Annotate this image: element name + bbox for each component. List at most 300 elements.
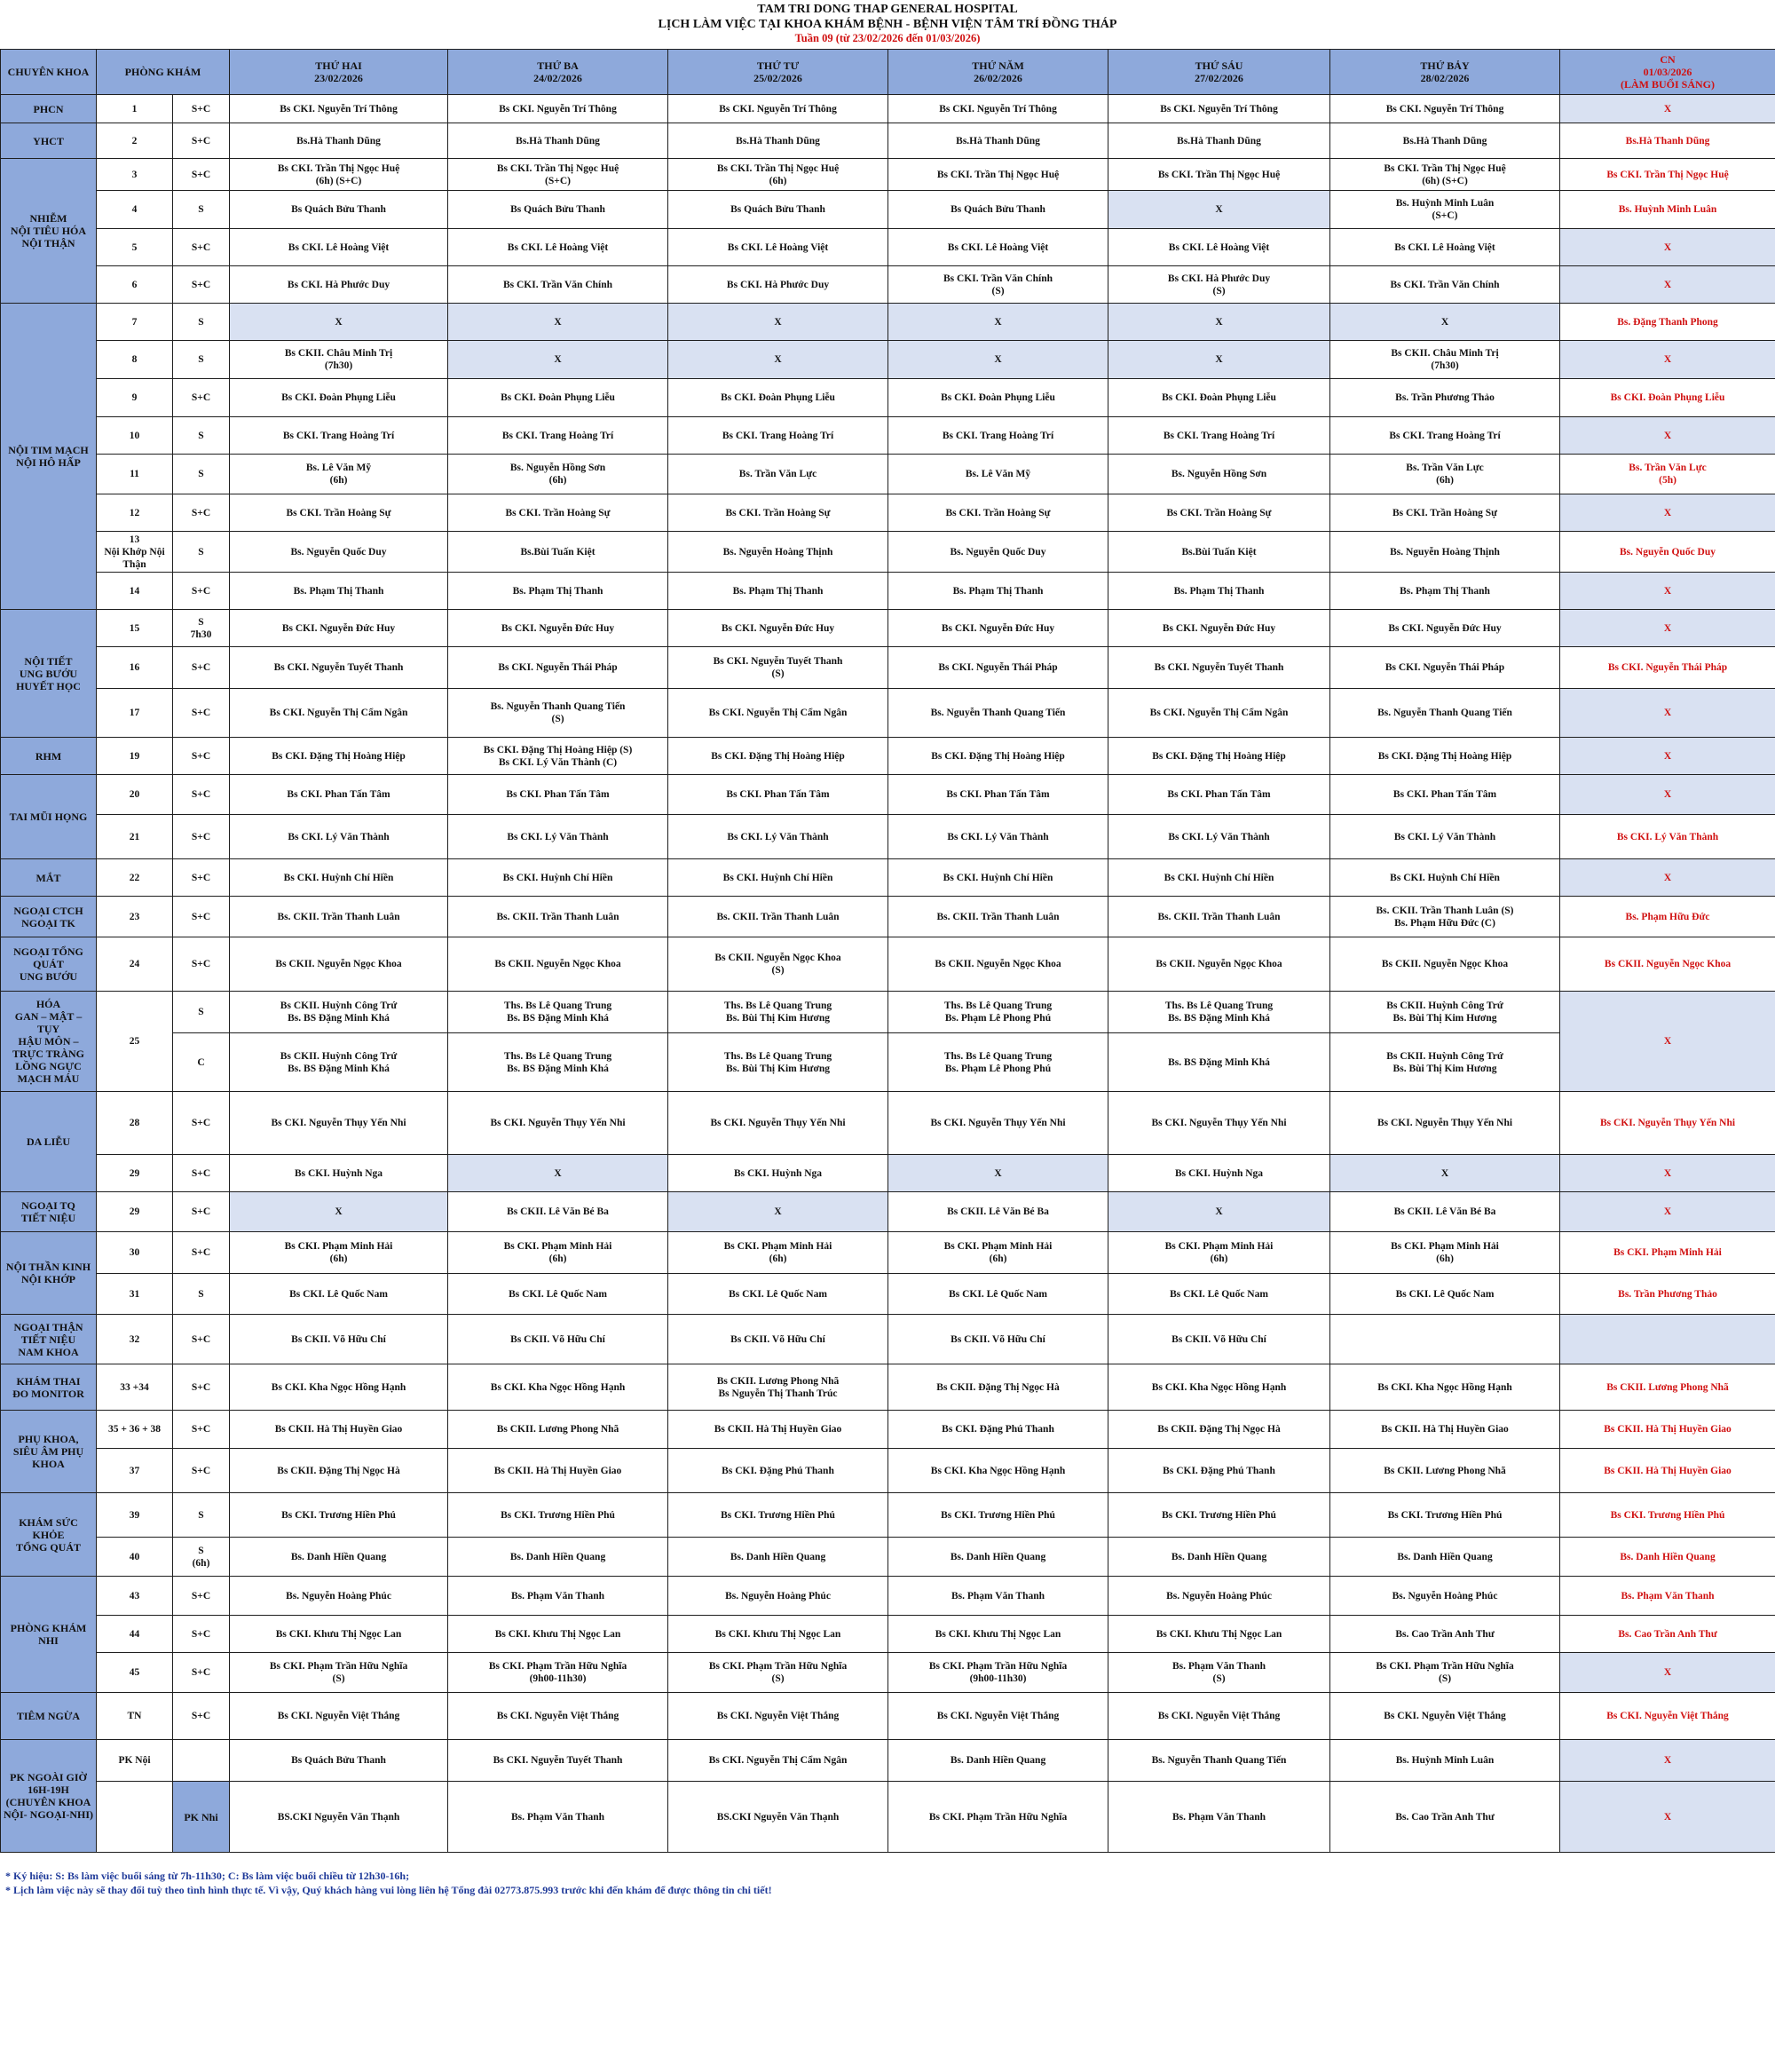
room-cell: 22 bbox=[97, 859, 173, 897]
doctor-cell: Bs CKI. Phan Tấn Tâm bbox=[230, 775, 448, 815]
doctor-cell: Bs CKII. Hà Thị Huyền Giao bbox=[448, 1449, 668, 1493]
session-cell: S bbox=[173, 992, 230, 1033]
schedule-row bbox=[1, 815, 1775, 859]
doctor-cell: Bs CKI. Nguyễn Thái Pháp bbox=[1330, 647, 1560, 689]
doctor-cell: Bs CKII. Châu Minh Trị (7h30) bbox=[1330, 341, 1560, 379]
room-cell: 2 bbox=[97, 123, 173, 159]
room-cell: 44 bbox=[97, 1616, 173, 1653]
doctor-cell: Bs. BS Đặng Minh Khá bbox=[1108, 1033, 1330, 1092]
doctor-cell: Bs CKI. Trần Văn Chính (S) bbox=[888, 266, 1108, 304]
session-cell: S+C bbox=[173, 1092, 230, 1155]
doctor-cell: Bs CKI. Hà Phước Duy bbox=[668, 266, 888, 304]
doctor-cell: Bs CKII. Nguyễn Ngọc Khoa bbox=[1108, 937, 1330, 992]
doctor-cell: Bs CKI. Trương Hiền Phú bbox=[668, 1493, 888, 1538]
doctor-cell: Bs Quách Bửu Thanh bbox=[230, 1740, 448, 1782]
doctor-cell: Bs CKI. Nguyễn Thị Cẩm Ngân bbox=[668, 1740, 888, 1782]
schedule-row bbox=[1, 573, 1775, 610]
doctor-cell: Bs. Trần Văn Lực (6h) bbox=[1330, 455, 1560, 494]
room-cell: 28 bbox=[97, 1092, 173, 1155]
doctor-cell: Bs. Nguyễn Quốc Duy bbox=[888, 532, 1108, 573]
specialty-cell: DA LIỄU bbox=[1, 1092, 97, 1192]
session-cell: S bbox=[173, 1493, 230, 1538]
room-cell: 35 + 36 + 38 bbox=[97, 1411, 173, 1449]
doctor-cell: Bs CKI. Hà Phước Duy (S) bbox=[1108, 266, 1330, 304]
schedule-row bbox=[1, 1782, 1775, 1853]
doctor-cell: Bs. Danh Hiền Quang bbox=[1330, 1538, 1560, 1577]
doctor-cell: Bs CKI. Huỳnh Chí Hiền bbox=[888, 859, 1108, 897]
doctor-cell: Bs CKI. Nguyễn Tuyết Thanh bbox=[448, 1740, 668, 1782]
doctor-cell: Bs.Hà Thanh Dũng bbox=[668, 123, 888, 159]
specialty-cell: PHÒNG KHÁM NHI bbox=[1, 1577, 97, 1693]
doctor-cell: Bs CKI. Phạm Trần Hữu Nghĩa (9h00-11h30) bbox=[448, 1653, 668, 1693]
doctor-cell: Bs CKI. Trang Hoàng Trí bbox=[448, 417, 668, 455]
doctor-cell: Ths. Bs Lê Quang Trung Bs. BS Đặng Minh Khá bbox=[448, 992, 668, 1033]
doctor-cell: BS.CKI Nguyễn Văn Thạnh bbox=[230, 1782, 448, 1853]
room-cell: 15 bbox=[97, 610, 173, 647]
doctor-cell: Bs. Nguyễn Hoàng Phúc bbox=[668, 1577, 888, 1616]
sunday-cell: X bbox=[1560, 1653, 1775, 1693]
doctor-cell: Bs Quách Bửu Thanh bbox=[888, 191, 1108, 229]
room-cell: 39 bbox=[97, 1493, 173, 1538]
doctor-cell: Bs CKI. Nguyễn Đức Huy bbox=[448, 610, 668, 647]
session-cell: S+C bbox=[173, 897, 230, 937]
room-cell: 10 bbox=[97, 417, 173, 455]
doctor-cell: Bs. Huỳnh Minh Luân (S+C) bbox=[1330, 191, 1560, 229]
doctor-cell: Bs CKI. Đoàn Phụng Liễu bbox=[888, 379, 1108, 417]
doctor-cell: Bs CKI. Huỳnh Chí Hiền bbox=[448, 859, 668, 897]
doctor-cell: Bs CKII. Nguyễn Ngọc Khoa bbox=[448, 937, 668, 992]
specialty-cell: KHÁM SỨC KHỎE TỔNG QUÁT bbox=[1, 1493, 97, 1577]
sunday-cell: X bbox=[1560, 266, 1775, 304]
page-header bbox=[0, 0, 1775, 45]
doctor-cell: Bs CKI. Nguyễn Trí Thông bbox=[668, 95, 888, 123]
specialty-cell: NGOẠI TQ TIẾT NIỆU bbox=[1, 1192, 97, 1232]
specialty-cell: NỘI TIẾT UNG BƯỚU HUYẾT HỌC bbox=[1, 610, 97, 738]
doctor-cell: Ths. Bs Lê Quang Trung Bs. Phạm Lê Phong Phú bbox=[888, 992, 1108, 1033]
doctor-cell: Bs CKI. Nguyễn Đức Huy bbox=[230, 610, 448, 647]
doctor-cell: Bs.Hà Thanh Dũng bbox=[230, 123, 448, 159]
schedule-row bbox=[1, 1449, 1775, 1493]
doctor-cell: Bs CKI. Đặng Thị Hoàng Hiệp bbox=[1330, 738, 1560, 775]
doctor-cell: Bs CKI. Khưu Thị Ngọc Lan bbox=[668, 1616, 888, 1653]
doctor-cell: Bs. Phạm Văn Thanh bbox=[1108, 1782, 1330, 1853]
doctor-cell: Bs CKI. Phan Tấn Tâm bbox=[668, 775, 888, 815]
doctor-cell: Bs CKI. Nguyễn Tuyết Thanh (S) bbox=[668, 647, 888, 689]
doctor-cell: Bs CKI. Lê Quốc Nam bbox=[668, 1274, 888, 1315]
doctor-cell: Bs. Nguyễn Thanh Quang Tiến (S) bbox=[448, 689, 668, 738]
doctor-cell: X bbox=[230, 304, 448, 341]
doctor-cell: Bs CKI. Lý Văn Thành bbox=[1108, 815, 1330, 859]
day-header-fri: THỨ SÁU 27/02/2026 bbox=[1108, 50, 1330, 95]
schedule-row bbox=[1, 455, 1775, 494]
doctor-cell: Bs CKI. Huỳnh Chí Hiền bbox=[230, 859, 448, 897]
doctor-cell: Bs CKII. Huỳnh Công Trứ Bs. BS Đặng Minh Khá bbox=[230, 1033, 448, 1092]
doctor-cell: Bs. Danh Hiền Quang bbox=[230, 1538, 448, 1577]
schedule-row bbox=[1, 647, 1775, 689]
session-cell: S+C bbox=[173, 738, 230, 775]
room-cell: 19 bbox=[97, 738, 173, 775]
sunday-cell: X bbox=[1560, 341, 1775, 379]
doctor-cell: Bs CKI. Nguyễn Trí Thông bbox=[888, 95, 1108, 123]
doctor-cell: Bs. Trần Phương Thảo bbox=[1330, 379, 1560, 417]
doctor-cell: Bs CKI. Kha Ngọc Hồng Hạnh bbox=[1108, 1364, 1330, 1411]
sunday-cell: Bs. Danh Hiền Quang bbox=[1560, 1538, 1775, 1577]
doctor-cell: Bs CKII. Lương Phong Nhã Bs Nguyễn Thị Thanh Trúc bbox=[668, 1364, 888, 1411]
specialty-cell: MẮT bbox=[1, 859, 97, 897]
sunday-cell: Bs. Cao Trần Anh Thư bbox=[1560, 1616, 1775, 1653]
sunday-cell: Bs CKI. Phạm Minh Hải bbox=[1560, 1232, 1775, 1274]
doctor-cell: Bs CKI. Phạm Minh Hải (6h) bbox=[888, 1232, 1108, 1274]
doctor-cell: Bs CKI. Nguyễn Việt Thắng bbox=[230, 1693, 448, 1740]
doctor-cell: Bs CKI. Đặng Thị Hoàng Hiệp bbox=[668, 738, 888, 775]
doctor-cell: Bs CKI. Phan Tấn Tâm bbox=[1108, 775, 1330, 815]
room-cell: 30 bbox=[97, 1232, 173, 1274]
doctor-cell: Bs. Nguyễn Thanh Quang Tiến bbox=[1330, 689, 1560, 738]
doctor-cell: Ths. Bs Lê Quang Trung Bs. Bùi Thị Kim Hương bbox=[668, 992, 888, 1033]
doctor-cell: Bs CKI. Lý Văn Thành bbox=[1330, 815, 1560, 859]
doctor-cell: Bs CKI. Trần Thị Ngọc Huệ (6h) (S+C) bbox=[1330, 159, 1560, 191]
schedule-row bbox=[1, 123, 1775, 159]
session-cell: S bbox=[173, 341, 230, 379]
sunday-cell: Bs CKI. Nguyễn Thái Pháp bbox=[1560, 647, 1775, 689]
schedule-row bbox=[1, 229, 1775, 266]
schedule-table bbox=[0, 49, 1775, 1853]
doctor-cell: Bs CKI. Nguyễn Thụy Yến Nhi bbox=[230, 1092, 448, 1155]
doctor-cell: Bs CKI. Kha Ngọc Hồng Hạnh bbox=[1330, 1364, 1560, 1411]
day-header-thu: THỨ NĂM 26/02/2026 bbox=[888, 50, 1108, 95]
doctor-cell: Bs CKII. Võ Hữu Chí bbox=[230, 1315, 448, 1364]
sunday-cell: Bs. Trần Văn Lực (5h) bbox=[1560, 455, 1775, 494]
doctor-cell: X bbox=[668, 1192, 888, 1232]
sunday-cell: Bs.Hà Thanh Dũng bbox=[1560, 123, 1775, 159]
schedule-row bbox=[1, 1274, 1775, 1315]
doctor-cell: Bs CKII. Võ Hữu Chí bbox=[888, 1315, 1108, 1364]
doctor-cell: Bs CKI. Phạm Minh Hải (6h) bbox=[1330, 1232, 1560, 1274]
session-cell: S bbox=[173, 191, 230, 229]
sunday-cell: X bbox=[1560, 1740, 1775, 1782]
doctor-cell: Bs CKI. Nguyễn Việt Thắng bbox=[448, 1693, 668, 1740]
doctor-cell: Bs CKI. Kha Ngọc Hồng Hạnh bbox=[888, 1449, 1108, 1493]
doctor-cell: X bbox=[1108, 191, 1330, 229]
doctor-cell: Bs CKI. Phạm Trần Hữu Nghĩa (S) bbox=[1330, 1653, 1560, 1693]
doctor-cell: Bs CKI. Nguyễn Đức Huy bbox=[668, 610, 888, 647]
doctor-cell: Bs CKI. Trang Hoàng Trí bbox=[230, 417, 448, 455]
specialty-cell: NGOẠI TỔNG QUÁT UNG BƯỚU bbox=[1, 937, 97, 992]
schedule-row bbox=[1, 775, 1775, 815]
session-cell: S bbox=[173, 532, 230, 573]
doctor-cell: Bs CKI. Nguyễn Thị Cẩm Ngân bbox=[230, 689, 448, 738]
specialty-cell: NỘI TIM MẠCH NỘI HÔ HẤP bbox=[1, 304, 97, 610]
doctor-cell: Bs CKI. Trần Hoàng Sự bbox=[888, 494, 1108, 532]
doctor-cell: Bs CKII. Võ Hữu Chí bbox=[1108, 1315, 1330, 1364]
session-cell: S+C bbox=[173, 1449, 230, 1493]
sunday-cell: Bs CKII. Nguyễn Ngọc Khoa bbox=[1560, 937, 1775, 992]
doctor-cell: Bs CKI. Huỳnh Nga bbox=[1108, 1155, 1330, 1192]
doctor-cell: Bs CKI. Nguyễn Trí Thông bbox=[1108, 95, 1330, 123]
doctor-cell: Bs CKI. Lý Văn Thành bbox=[230, 815, 448, 859]
doctor-cell: Bs. Nguyễn Hoàng Thịnh bbox=[668, 532, 888, 573]
session-cell: S+C bbox=[173, 815, 230, 859]
room-cell: 20 bbox=[97, 775, 173, 815]
room-cell: 37 bbox=[97, 1449, 173, 1493]
session-cell: S+C bbox=[173, 159, 230, 191]
doctor-cell: Bs CKI. Lê Quốc Nam bbox=[230, 1274, 448, 1315]
session-cell: S+C bbox=[173, 1577, 230, 1616]
doctor-cell: Bs CKII. Hà Thị Huyền Giao bbox=[230, 1411, 448, 1449]
doctor-cell: X bbox=[448, 341, 668, 379]
doctor-cell: Bs. Nguyễn Quốc Duy bbox=[230, 532, 448, 573]
schedule-row bbox=[1, 1315, 1775, 1364]
header-row bbox=[1, 50, 1775, 95]
doctor-cell: Bs. Danh Hiền Quang bbox=[668, 1538, 888, 1577]
session-cell: S+C bbox=[173, 689, 230, 738]
doctor-cell: Bs CKI. Phạm Trần Hữu Nghĩa bbox=[888, 1782, 1108, 1853]
doctor-cell: Bs. Nguyễn Hồng Sơn bbox=[1108, 455, 1330, 494]
session-cell: S+C bbox=[173, 1616, 230, 1653]
doctor-cell: Bs.Hà Thanh Dũng bbox=[888, 123, 1108, 159]
doctor-cell: Bs CKI. Nguyễn Đức Huy bbox=[888, 610, 1108, 647]
schedule-row bbox=[1, 379, 1775, 417]
doctor-cell: Bs. Phạm Văn Thanh bbox=[888, 1577, 1108, 1616]
doctor-cell: Bs.Hà Thanh Dũng bbox=[1330, 123, 1560, 159]
doctor-cell: X bbox=[448, 304, 668, 341]
room-cell: 8 bbox=[97, 341, 173, 379]
session-cell: S+C bbox=[173, 573, 230, 610]
schedule-row bbox=[1, 532, 1775, 573]
room-cell: 32 bbox=[97, 1315, 173, 1364]
doctor-cell: Bs CKII. Huỳnh Công Trứ Bs. BS Đặng Minh Khá bbox=[230, 992, 448, 1033]
sunday-cell: X bbox=[1560, 738, 1775, 775]
room-spacer bbox=[97, 1782, 173, 1853]
schedule-row bbox=[1, 992, 1775, 1033]
doctor-cell: Bs CKI. Trần Thị Ngọc Huệ (6h) (S+C) bbox=[230, 159, 448, 191]
doctor-cell: X bbox=[1108, 1192, 1330, 1232]
doctor-cell: Bs CKI. Khưu Thị Ngọc Lan bbox=[888, 1616, 1108, 1653]
doctor-cell: Bs. Phạm Thị Thanh bbox=[1108, 573, 1330, 610]
doctor-cell: Bs CKI. Lý Văn Thành bbox=[668, 815, 888, 859]
doctor-cell: Bs CKI. Lê Quốc Nam bbox=[1108, 1274, 1330, 1315]
sunday-cell: Bs CKII. Lương Phong Nhã bbox=[1560, 1364, 1775, 1411]
session-cell: S+C bbox=[173, 1653, 230, 1693]
session-cell: S 7h30 bbox=[173, 610, 230, 647]
session-cell: S+C bbox=[173, 95, 230, 123]
doctor-cell: Bs. CKII. Trần Thanh Luân (S) Bs. Phạm Hữu Đức (C) bbox=[1330, 897, 1560, 937]
schedule-row bbox=[1, 1740, 1775, 1782]
session-cell: S+C bbox=[173, 1411, 230, 1449]
session-cell: S bbox=[173, 417, 230, 455]
doctor-cell: X bbox=[1108, 304, 1330, 341]
sunday-cell: Bs CKI. Nguyễn Thụy Yến Nhi bbox=[1560, 1092, 1775, 1155]
doctor-cell: Bs CKI. Phan Tấn Tâm bbox=[448, 775, 668, 815]
session-cell: S+C bbox=[173, 123, 230, 159]
doctor-cell: X bbox=[230, 1192, 448, 1232]
schedule-row bbox=[1, 1033, 1775, 1092]
doctor-cell: X bbox=[448, 1155, 668, 1192]
schedule-row bbox=[1, 417, 1775, 455]
doctor-cell: Bs CKII. Đặng Thị Ngọc Hà bbox=[1108, 1411, 1330, 1449]
schedule-row bbox=[1, 1411, 1775, 1449]
sunday-cell: X bbox=[1560, 417, 1775, 455]
schedule-row bbox=[1, 191, 1775, 229]
sunday-cell: Bs CKII. Hà Thị Huyền Giao bbox=[1560, 1411, 1775, 1449]
doctor-cell: Bs CKII. Hà Thị Huyền Giao bbox=[1330, 1411, 1560, 1449]
doctor-cell: Bs. Phạm Thị Thanh bbox=[1330, 573, 1560, 610]
doctor-cell: Bs.Hà Thanh Dũng bbox=[448, 123, 668, 159]
doctor-cell: Bs. CKII. Trần Thanh Luân bbox=[1108, 897, 1330, 937]
doctor-cell: Bs CKI. Đoàn Phụng Liễu bbox=[1108, 379, 1330, 417]
specialty-cell: NGOẠI THẬN TIẾT NIỆU NAM KHOA bbox=[1, 1315, 97, 1364]
doctor-cell: Bs CKI. Lê Hoàng Việt bbox=[448, 229, 668, 266]
session-cell: C bbox=[173, 1033, 230, 1092]
doctor-cell: Bs CKI. Trần Thị Ngọc Huệ (6h) bbox=[668, 159, 888, 191]
doctor-cell: Bs. Phạm Thị Thanh bbox=[448, 573, 668, 610]
day-header-mon: THỨ HAI 23/02/2026 bbox=[230, 50, 448, 95]
doctor-cell: Bs CKII. Lê Văn Bé Ba bbox=[888, 1192, 1108, 1232]
session-cell: S+C bbox=[173, 1155, 230, 1192]
room-cell: TN bbox=[97, 1693, 173, 1740]
session-cell: S bbox=[173, 1274, 230, 1315]
room-cell: 6 bbox=[97, 266, 173, 304]
doctor-cell: Bs CKII. Võ Hữu Chí bbox=[448, 1315, 668, 1364]
room-cell: 25 bbox=[97, 992, 173, 1092]
session-cell: S+C bbox=[173, 647, 230, 689]
doctor-cell: Bs.Hà Thanh Dũng bbox=[1108, 123, 1330, 159]
doctor-cell: Bs CKI. Trần Hoàng Sự bbox=[668, 494, 888, 532]
room-cell: 45 bbox=[97, 1653, 173, 1693]
doctor-cell: Bs CKI. Phạm Trần Hữu Nghĩa (S) bbox=[668, 1653, 888, 1693]
doctor-cell: Bs CKI. Khưu Thị Ngọc Lan bbox=[1108, 1616, 1330, 1653]
day-header-sun: CN 01/03/2026 (LÀM BUỔI SÁNG) bbox=[1560, 50, 1775, 95]
doctor-cell: Bs CKI. Huỳnh Nga bbox=[230, 1155, 448, 1192]
doctor-cell: Bs CKI. Nguyễn Thụy Yến Nhi bbox=[448, 1092, 668, 1155]
room-cell: 4 bbox=[97, 191, 173, 229]
doctor-cell: Bs CKI. Lê Hoàng Việt bbox=[888, 229, 1108, 266]
doctor-cell: Bs CKI. Nguyễn Tuyết Thanh bbox=[230, 647, 448, 689]
session-cell: S+C bbox=[173, 229, 230, 266]
session-cell: S+C bbox=[173, 379, 230, 417]
schedule-row bbox=[1, 341, 1775, 379]
doctor-cell: Bs CKI. Nguyễn Việt Thắng bbox=[1330, 1693, 1560, 1740]
day-header-tue: THỨ BA 24/02/2026 bbox=[448, 50, 668, 95]
schedule-row bbox=[1, 1155, 1775, 1192]
doctor-cell: Bs CKI. Trương Hiền Phú bbox=[230, 1493, 448, 1538]
doctor-cell: Bs CKI. Kha Ngọc Hồng Hạnh bbox=[448, 1364, 668, 1411]
session-cell: S+C bbox=[173, 494, 230, 532]
doctor-cell: Bs CKII. Huỳnh Công Trứ Bs. Bùi Thị Kim Hương bbox=[1330, 1033, 1560, 1092]
doctor-cell: Bs. Nguyễn Thanh Quang Tiến bbox=[888, 689, 1108, 738]
room-cell: 3 bbox=[97, 159, 173, 191]
doctor-cell bbox=[1330, 1315, 1560, 1364]
doctor-cell: Bs CKII. Võ Hữu Chí bbox=[668, 1315, 888, 1364]
doctor-cell: Bs CKII. Nguyễn Ngọc Khoa (S) bbox=[668, 937, 888, 992]
doctor-cell: Bs. Huỳnh Minh Luân bbox=[1330, 1740, 1560, 1782]
room-cell: PK Nội bbox=[97, 1740, 173, 1782]
schedule-row bbox=[1, 494, 1775, 532]
sunday-cell: X bbox=[1560, 1192, 1775, 1232]
doctor-cell: Bs Quách Bửu Thanh bbox=[230, 191, 448, 229]
doctor-cell: Bs CKI. Nguyễn Thụy Yến Nhi bbox=[1330, 1092, 1560, 1155]
specialty-cell: KHÁM THAI ĐO MONITOR bbox=[1, 1364, 97, 1411]
doctor-cell: X bbox=[668, 341, 888, 379]
specialty-cell: NGOẠI CTCH NGOẠI TK bbox=[1, 897, 97, 937]
doctor-cell: Bs CKI. Huỳnh Nga bbox=[668, 1155, 888, 1192]
doctor-cell: Bs CKI. Nguyễn Thị Cẩm Ngân bbox=[1108, 689, 1330, 738]
sunday-cell: Bs CKI. Nguyễn Việt Thắng bbox=[1560, 1693, 1775, 1740]
room-cell: PK Nhi bbox=[173, 1782, 230, 1853]
doctor-cell: Bs. Phạm Văn Thanh bbox=[448, 1782, 668, 1853]
session-cell: S+C bbox=[173, 266, 230, 304]
doctor-cell: Bs CKI. Lê Quốc Nam bbox=[888, 1274, 1108, 1315]
doctor-cell: Bs CKI. Trần Hoàng Sự bbox=[448, 494, 668, 532]
schedule-row bbox=[1, 1653, 1775, 1693]
doctor-cell: Bs CKI. Khưu Thị Ngọc Lan bbox=[230, 1616, 448, 1653]
sunday-cell: Bs CKI. Đoàn Phụng Liễu bbox=[1560, 379, 1775, 417]
doctor-cell: Bs CKI. Trần Hoàng Sự bbox=[1108, 494, 1330, 532]
doctor-cell: Bs CKI. Trần Hoàng Sự bbox=[1330, 494, 1560, 532]
doctor-cell: Bs. Cao Trần Anh Thư bbox=[1330, 1616, 1560, 1653]
sunday-cell: X bbox=[1560, 494, 1775, 532]
doctor-cell: Bs CKI. Đoàn Phụng Liễu bbox=[668, 379, 888, 417]
doctor-cell: Bs CKI. Phạm Minh Hải (6h) bbox=[1108, 1232, 1330, 1274]
session-cell: S+C bbox=[173, 1315, 230, 1364]
doctor-cell: Bs CKI. Trần Thị Ngọc Huệ bbox=[888, 159, 1108, 191]
doctor-cell: X bbox=[888, 341, 1108, 379]
doctor-cell: Bs CKI. Lê Hoàng Việt bbox=[668, 229, 888, 266]
doctor-cell: Bs. CKII. Trần Thanh Luân bbox=[230, 897, 448, 937]
doctor-cell: Bs CKI. Huỳnh Chí Hiền bbox=[668, 859, 888, 897]
doctor-cell: Bs. Danh Hiền Quang bbox=[888, 1538, 1108, 1577]
room-cell: 29 bbox=[97, 1192, 173, 1232]
doctor-cell: Bs CKI. Nguyễn Trí Thông bbox=[1330, 95, 1560, 123]
schedule-row bbox=[1, 1577, 1775, 1616]
doctor-cell: Bs CKI. Nguyễn Tuyết Thanh bbox=[1108, 647, 1330, 689]
room-cell: 31 bbox=[97, 1274, 173, 1315]
doctor-cell: Ths. Bs Lê Quang Trung Bs. BS Đặng Minh Khá bbox=[448, 1033, 668, 1092]
sunday-cell: Bs. Nguyễn Quốc Duy bbox=[1560, 532, 1775, 573]
doctor-cell: Bs CKI. Đặng Thị Hoàng Hiệp bbox=[1108, 738, 1330, 775]
doctor-cell: Bs CKII. Lê Văn Bé Ba bbox=[448, 1192, 668, 1232]
room-cell: 43 bbox=[97, 1577, 173, 1616]
doctor-cell: Bs. Trần Văn Lực bbox=[668, 455, 888, 494]
doctor-cell: Bs CKI. Lê Quốc Nam bbox=[1330, 1274, 1560, 1315]
doctor-cell: Bs CKI. Đặng Phú Thanh bbox=[668, 1449, 888, 1493]
session-cell: S+C bbox=[173, 1693, 230, 1740]
schedule-row bbox=[1, 1364, 1775, 1411]
schedule-row bbox=[1, 1616, 1775, 1653]
sunday-cell: Bs. Phạm Văn Thanh bbox=[1560, 1577, 1775, 1616]
doctor-cell: Bs CKI. Lý Văn Thành bbox=[448, 815, 668, 859]
doctor-cell: Bs. Phạm Thị Thanh bbox=[888, 573, 1108, 610]
specialty-cell: TIÊM NGỪA bbox=[1, 1693, 97, 1740]
doctor-cell: Bs CKI. Đoàn Phụng Liễu bbox=[448, 379, 668, 417]
doctor-cell: X bbox=[1108, 341, 1330, 379]
doctor-cell: Bs CKI. Nguyễn Thị Cẩm Ngân bbox=[668, 689, 888, 738]
doctor-cell: Bs CKI. Lê Quốc Nam bbox=[448, 1274, 668, 1315]
doctor-cell: Bs CKII. Châu Minh Trị (7h30) bbox=[230, 341, 448, 379]
doctor-cell: Bs CKI. Trương Hiền Phú bbox=[1108, 1493, 1330, 1538]
sunday-cell: Bs. Đặng Thanh Phong bbox=[1560, 304, 1775, 341]
doctor-cell: Bs CKI. Phan Tấn Tâm bbox=[1330, 775, 1560, 815]
doctor-cell: Bs CKI. Đoàn Phụng Liễu bbox=[230, 379, 448, 417]
doctor-cell: Bs. Danh Hiền Quang bbox=[888, 1740, 1108, 1782]
room-cell: 11 bbox=[97, 455, 173, 494]
doctor-cell: Bs CKI. Đặng Thị Hoàng Hiệp bbox=[888, 738, 1108, 775]
doctor-cell: Bs CKI. Đặng Phú Thanh bbox=[1108, 1449, 1330, 1493]
doctor-cell: Bs. Lê Văn Mỹ bbox=[888, 455, 1108, 494]
schedule-row bbox=[1, 1538, 1775, 1577]
doctor-cell: Bs CKI. Phạm Trần Hữu Nghĩa (S) bbox=[230, 1653, 448, 1693]
sunday-cell: X bbox=[1560, 1155, 1775, 1192]
